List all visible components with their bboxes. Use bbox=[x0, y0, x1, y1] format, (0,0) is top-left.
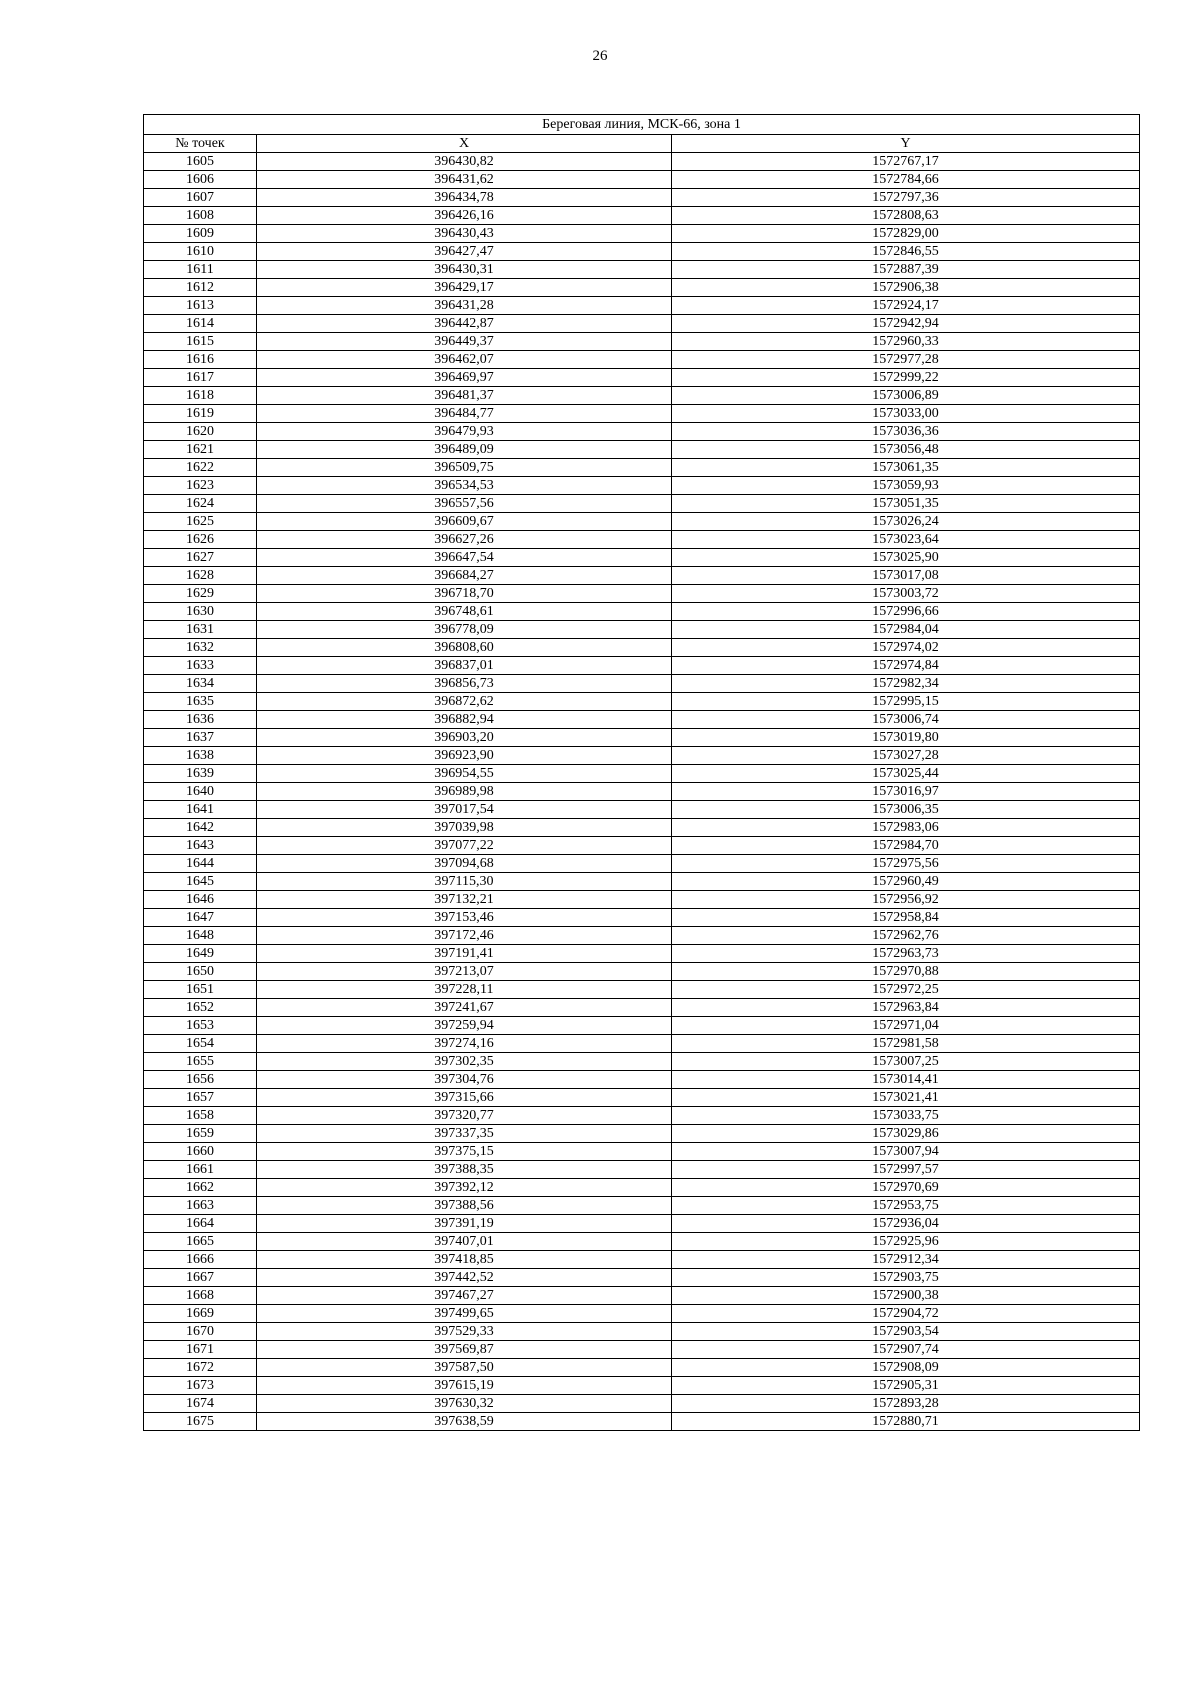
cell-y: 1572960,49 bbox=[672, 873, 1140, 891]
cell-x: 396509,75 bbox=[257, 459, 672, 477]
cell-y: 1572767,17 bbox=[672, 153, 1140, 171]
table-row bbox=[144, 801, 1140, 819]
table-header-row bbox=[144, 135, 1140, 153]
table-row bbox=[144, 441, 1140, 459]
table-row bbox=[144, 387, 1140, 405]
cell-y: 1573006,89 bbox=[672, 387, 1140, 405]
table-row bbox=[144, 477, 1140, 495]
cell-y: 1572996,66 bbox=[672, 603, 1140, 621]
cell-x: 397467,27 bbox=[257, 1287, 672, 1305]
cell-x: 396430,82 bbox=[257, 153, 672, 171]
cell-point-number: 1637 bbox=[144, 729, 257, 747]
cell-y: 1572907,74 bbox=[672, 1341, 1140, 1359]
table-title: Береговая линия, МСК-66, зона 1 bbox=[144, 115, 1140, 135]
cell-point-number: 1614 bbox=[144, 315, 257, 333]
cell-point-number: 1634 bbox=[144, 675, 257, 693]
cell-y: 1573016,97 bbox=[672, 783, 1140, 801]
cell-x: 396430,43 bbox=[257, 225, 672, 243]
cell-point-number: 1620 bbox=[144, 423, 257, 441]
cell-y: 1572984,70 bbox=[672, 837, 1140, 855]
cell-y: 1572975,56 bbox=[672, 855, 1140, 873]
cell-x: 396923,90 bbox=[257, 747, 672, 765]
cell-y: 1572974,02 bbox=[672, 639, 1140, 657]
cell-point-number: 1626 bbox=[144, 531, 257, 549]
table-row bbox=[144, 1341, 1140, 1359]
cell-x: 397039,98 bbox=[257, 819, 672, 837]
cell-y: 1572983,06 bbox=[672, 819, 1140, 837]
cell-point-number: 1635 bbox=[144, 693, 257, 711]
cell-y: 1573023,64 bbox=[672, 531, 1140, 549]
cell-y: 1572893,28 bbox=[672, 1395, 1140, 1413]
table-row bbox=[144, 873, 1140, 891]
cell-point-number: 1641 bbox=[144, 801, 257, 819]
cell-point-number: 1666 bbox=[144, 1251, 257, 1269]
cell-point-number: 1649 bbox=[144, 945, 257, 963]
table-row bbox=[144, 747, 1140, 765]
cell-point-number: 1622 bbox=[144, 459, 257, 477]
cell-y: 1572953,75 bbox=[672, 1197, 1140, 1215]
cell-point-number: 1668 bbox=[144, 1287, 257, 1305]
cell-x: 396431,62 bbox=[257, 171, 672, 189]
cell-point-number: 1630 bbox=[144, 603, 257, 621]
cell-x: 397392,12 bbox=[257, 1179, 672, 1197]
table-row bbox=[144, 1251, 1140, 1269]
cell-x: 397391,19 bbox=[257, 1215, 672, 1233]
cell-x: 396489,09 bbox=[257, 441, 672, 459]
cell-y: 1572974,84 bbox=[672, 657, 1140, 675]
table-row bbox=[144, 1071, 1140, 1089]
cell-point-number: 1621 bbox=[144, 441, 257, 459]
table-row bbox=[144, 297, 1140, 315]
table-row bbox=[144, 927, 1140, 945]
cell-x: 396872,62 bbox=[257, 693, 672, 711]
cell-x: 397337,35 bbox=[257, 1125, 672, 1143]
cell-y: 1572903,54 bbox=[672, 1323, 1140, 1341]
cell-x: 397320,77 bbox=[257, 1107, 672, 1125]
cell-point-number: 1670 bbox=[144, 1323, 257, 1341]
cell-point-number: 1669 bbox=[144, 1305, 257, 1323]
cell-x: 397587,50 bbox=[257, 1359, 672, 1377]
cell-y: 1572880,71 bbox=[672, 1413, 1140, 1431]
table-row bbox=[144, 513, 1140, 531]
cell-x: 397375,15 bbox=[257, 1143, 672, 1161]
table-row bbox=[144, 1125, 1140, 1143]
cell-y: 1572963,84 bbox=[672, 999, 1140, 1017]
table-row bbox=[144, 999, 1140, 1017]
cell-point-number: 1662 bbox=[144, 1179, 257, 1197]
cell-y: 1572970,88 bbox=[672, 963, 1140, 981]
cell-y: 1572970,69 bbox=[672, 1179, 1140, 1197]
table-row bbox=[144, 963, 1140, 981]
cell-y: 1573019,80 bbox=[672, 729, 1140, 747]
cell-x: 396426,16 bbox=[257, 207, 672, 225]
cell-point-number: 1661 bbox=[144, 1161, 257, 1179]
table-row bbox=[144, 783, 1140, 801]
cell-x: 397388,56 bbox=[257, 1197, 672, 1215]
table-row bbox=[144, 1323, 1140, 1341]
table-row bbox=[144, 729, 1140, 747]
cell-x: 396748,61 bbox=[257, 603, 672, 621]
cell-x: 396534,53 bbox=[257, 477, 672, 495]
cell-y: 1572912,34 bbox=[672, 1251, 1140, 1269]
table-row bbox=[144, 1197, 1140, 1215]
table-row bbox=[144, 909, 1140, 927]
table-body bbox=[144, 153, 1140, 1431]
table-row bbox=[144, 189, 1140, 207]
cell-y: 1573056,48 bbox=[672, 441, 1140, 459]
cell-point-number: 1617 bbox=[144, 369, 257, 387]
table-row bbox=[144, 657, 1140, 675]
cell-point-number: 1611 bbox=[144, 261, 257, 279]
cell-x: 397615,19 bbox=[257, 1377, 672, 1395]
table-row bbox=[144, 171, 1140, 189]
table-row bbox=[144, 1053, 1140, 1071]
page-number: 26 bbox=[592, 48, 608, 64]
cell-x: 397418,85 bbox=[257, 1251, 672, 1269]
cell-y: 1573007,25 bbox=[672, 1053, 1140, 1071]
cell-point-number: 1667 bbox=[144, 1269, 257, 1287]
table-row bbox=[144, 1413, 1140, 1431]
table-row bbox=[144, 549, 1140, 567]
header-x: X bbox=[257, 135, 672, 153]
cell-point-number: 1627 bbox=[144, 549, 257, 567]
cell-point-number: 1643 bbox=[144, 837, 257, 855]
cell-point-number: 1644 bbox=[144, 855, 257, 873]
cell-x: 397077,22 bbox=[257, 837, 672, 855]
cell-point-number: 1638 bbox=[144, 747, 257, 765]
cell-point-number: 1615 bbox=[144, 333, 257, 351]
cell-x: 397304,76 bbox=[257, 1071, 672, 1089]
cell-y: 1572784,66 bbox=[672, 171, 1140, 189]
cell-point-number: 1613 bbox=[144, 297, 257, 315]
table-row bbox=[144, 225, 1140, 243]
cell-point-number: 1673 bbox=[144, 1377, 257, 1395]
cell-y: 1572846,55 bbox=[672, 243, 1140, 261]
table-row bbox=[144, 1305, 1140, 1323]
cell-x: 396462,07 bbox=[257, 351, 672, 369]
cell-y: 1573003,72 bbox=[672, 585, 1140, 603]
cell-y: 1573061,35 bbox=[672, 459, 1140, 477]
cell-point-number: 1636 bbox=[144, 711, 257, 729]
cell-x: 397172,46 bbox=[257, 927, 672, 945]
cell-y: 1573006,35 bbox=[672, 801, 1140, 819]
table-row bbox=[144, 369, 1140, 387]
table-row bbox=[144, 675, 1140, 693]
cell-x: 396484,77 bbox=[257, 405, 672, 423]
cell-y: 1573027,28 bbox=[672, 747, 1140, 765]
table-row bbox=[144, 279, 1140, 297]
cell-point-number: 1632 bbox=[144, 639, 257, 657]
table-row bbox=[144, 423, 1140, 441]
table-row bbox=[144, 1377, 1140, 1395]
cell-y: 1572925,96 bbox=[672, 1233, 1140, 1251]
cell-y: 1572995,15 bbox=[672, 693, 1140, 711]
cell-x: 397132,21 bbox=[257, 891, 672, 909]
header-point-number: № точек bbox=[144, 135, 257, 153]
cell-x: 396430,31 bbox=[257, 261, 672, 279]
cell-point-number: 1623 bbox=[144, 477, 257, 495]
cell-point-number: 1606 bbox=[144, 171, 257, 189]
cell-y: 1572903,75 bbox=[672, 1269, 1140, 1287]
cell-point-number: 1624 bbox=[144, 495, 257, 513]
cell-x: 397388,35 bbox=[257, 1161, 672, 1179]
cell-point-number: 1645 bbox=[144, 873, 257, 891]
cell-y: 1573006,74 bbox=[672, 711, 1140, 729]
cell-point-number: 1619 bbox=[144, 405, 257, 423]
cell-x: 396434,78 bbox=[257, 189, 672, 207]
cell-x: 397569,87 bbox=[257, 1341, 672, 1359]
cell-y: 1572999,22 bbox=[672, 369, 1140, 387]
table-row bbox=[144, 819, 1140, 837]
table-row bbox=[144, 1179, 1140, 1197]
table-row bbox=[144, 531, 1140, 549]
cell-y: 1573029,86 bbox=[672, 1125, 1140, 1143]
cell-y: 1572972,25 bbox=[672, 981, 1140, 999]
cell-point-number: 1605 bbox=[144, 153, 257, 171]
cell-y: 1573017,08 bbox=[672, 567, 1140, 585]
cell-point-number: 1629 bbox=[144, 585, 257, 603]
cell-y: 1572900,38 bbox=[672, 1287, 1140, 1305]
table-row bbox=[144, 153, 1140, 171]
cell-point-number: 1672 bbox=[144, 1359, 257, 1377]
cell-x: 396627,26 bbox=[257, 531, 672, 549]
cell-point-number: 1655 bbox=[144, 1053, 257, 1071]
table-row bbox=[144, 1287, 1140, 1305]
cell-point-number: 1642 bbox=[144, 819, 257, 837]
cell-x: 397017,54 bbox=[257, 801, 672, 819]
cell-point-number: 1656 bbox=[144, 1071, 257, 1089]
cell-x: 397241,67 bbox=[257, 999, 672, 1017]
table-row bbox=[144, 765, 1140, 783]
cell-x: 396808,60 bbox=[257, 639, 672, 657]
cell-y: 1573033,75 bbox=[672, 1107, 1140, 1125]
cell-y: 1572924,17 bbox=[672, 297, 1140, 315]
cell-point-number: 1654 bbox=[144, 1035, 257, 1053]
cell-y: 1572981,58 bbox=[672, 1035, 1140, 1053]
cell-y: 1573007,94 bbox=[672, 1143, 1140, 1161]
cell-point-number: 1625 bbox=[144, 513, 257, 531]
cell-point-number: 1612 bbox=[144, 279, 257, 297]
table-row bbox=[144, 333, 1140, 351]
cell-y: 1572958,84 bbox=[672, 909, 1140, 927]
table-row bbox=[144, 1395, 1140, 1413]
cell-y: 1572963,73 bbox=[672, 945, 1140, 963]
header-y: Y bbox=[672, 135, 1140, 153]
cell-y: 1572984,04 bbox=[672, 621, 1140, 639]
table-row bbox=[144, 351, 1140, 369]
cell-point-number: 1610 bbox=[144, 243, 257, 261]
table-row bbox=[144, 1161, 1140, 1179]
table-row bbox=[144, 1089, 1140, 1107]
cell-point-number: 1628 bbox=[144, 567, 257, 585]
cell-y: 1573021,41 bbox=[672, 1089, 1140, 1107]
cell-y: 1572906,38 bbox=[672, 279, 1140, 297]
table-row bbox=[144, 693, 1140, 711]
cell-x: 396429,17 bbox=[257, 279, 672, 297]
cell-x: 396449,37 bbox=[257, 333, 672, 351]
table-row bbox=[144, 981, 1140, 999]
cell-x: 397115,30 bbox=[257, 873, 672, 891]
cell-x: 396427,47 bbox=[257, 243, 672, 261]
cell-x: 396989,98 bbox=[257, 783, 672, 801]
table-row bbox=[144, 405, 1140, 423]
cell-x: 396609,67 bbox=[257, 513, 672, 531]
cell-x: 396837,01 bbox=[257, 657, 672, 675]
table-row bbox=[144, 1359, 1140, 1377]
cell-y: 1572942,94 bbox=[672, 315, 1140, 333]
cell-point-number: 1671 bbox=[144, 1341, 257, 1359]
cell-x: 396954,55 bbox=[257, 765, 672, 783]
table-row bbox=[144, 243, 1140, 261]
cell-x: 397191,41 bbox=[257, 945, 672, 963]
table-row bbox=[144, 567, 1140, 585]
table-row bbox=[144, 1017, 1140, 1035]
table-row bbox=[144, 1107, 1140, 1125]
cell-y: 1572982,34 bbox=[672, 675, 1140, 693]
cell-y: 1572808,63 bbox=[672, 207, 1140, 225]
cell-point-number: 1651 bbox=[144, 981, 257, 999]
cell-point-number: 1608 bbox=[144, 207, 257, 225]
cell-x: 396431,28 bbox=[257, 297, 672, 315]
cell-x: 397259,94 bbox=[257, 1017, 672, 1035]
cell-x: 397529,33 bbox=[257, 1323, 672, 1341]
cell-x: 397228,11 bbox=[257, 981, 672, 999]
cell-point-number: 1652 bbox=[144, 999, 257, 1017]
cell-x: 396903,20 bbox=[257, 729, 672, 747]
table-row bbox=[144, 315, 1140, 333]
cell-x: 397499,65 bbox=[257, 1305, 672, 1323]
cell-point-number: 1616 bbox=[144, 351, 257, 369]
cell-y: 1572971,04 bbox=[672, 1017, 1140, 1035]
cell-x: 397638,59 bbox=[257, 1413, 672, 1431]
table-row bbox=[144, 945, 1140, 963]
cell-x: 397094,68 bbox=[257, 855, 672, 873]
cell-x: 397315,66 bbox=[257, 1089, 672, 1107]
cell-y: 1573014,41 bbox=[672, 1071, 1140, 1089]
cell-point-number: 1657 bbox=[144, 1089, 257, 1107]
cell-point-number: 1660 bbox=[144, 1143, 257, 1161]
cell-y: 1572829,00 bbox=[672, 225, 1140, 243]
cell-point-number: 1653 bbox=[144, 1017, 257, 1035]
cell-x: 396718,70 bbox=[257, 585, 672, 603]
table-row bbox=[144, 495, 1140, 513]
table-row bbox=[144, 261, 1140, 279]
cell-y: 1573025,90 bbox=[672, 549, 1140, 567]
cell-x: 397302,35 bbox=[257, 1053, 672, 1071]
cell-y: 1572905,31 bbox=[672, 1377, 1140, 1395]
table-row bbox=[144, 711, 1140, 729]
cell-point-number: 1658 bbox=[144, 1107, 257, 1125]
cell-point-number: 1607 bbox=[144, 189, 257, 207]
cell-y: 1573026,24 bbox=[672, 513, 1140, 531]
table-row bbox=[144, 585, 1140, 603]
table-row bbox=[144, 639, 1140, 657]
cell-point-number: 1665 bbox=[144, 1233, 257, 1251]
cell-x: 397153,46 bbox=[257, 909, 672, 927]
cell-y: 1572956,92 bbox=[672, 891, 1140, 909]
table-row bbox=[144, 1035, 1140, 1053]
cell-point-number: 1640 bbox=[144, 783, 257, 801]
table-row bbox=[144, 1143, 1140, 1161]
cell-point-number: 1639 bbox=[144, 765, 257, 783]
cell-point-number: 1664 bbox=[144, 1215, 257, 1233]
cell-point-number: 1631 bbox=[144, 621, 257, 639]
cell-x: 396469,97 bbox=[257, 369, 672, 387]
cell-x: 396481,37 bbox=[257, 387, 672, 405]
table-row bbox=[144, 1269, 1140, 1287]
cell-y: 1572797,36 bbox=[672, 189, 1140, 207]
cell-y: 1572904,72 bbox=[672, 1305, 1140, 1323]
table-row bbox=[144, 459, 1140, 477]
cell-y: 1572997,57 bbox=[672, 1161, 1140, 1179]
cell-x: 397407,01 bbox=[257, 1233, 672, 1251]
cell-x: 396684,27 bbox=[257, 567, 672, 585]
cell-point-number: 1650 bbox=[144, 963, 257, 981]
cell-x: 397274,16 bbox=[257, 1035, 672, 1053]
cell-y: 1573036,36 bbox=[672, 423, 1140, 441]
cell-point-number: 1609 bbox=[144, 225, 257, 243]
cell-y: 1572908,09 bbox=[672, 1359, 1140, 1377]
cell-y: 1572936,04 bbox=[672, 1215, 1140, 1233]
cell-point-number: 1633 bbox=[144, 657, 257, 675]
cell-y: 1572977,28 bbox=[672, 351, 1140, 369]
cell-point-number: 1659 bbox=[144, 1125, 257, 1143]
table-row bbox=[144, 1215, 1140, 1233]
cell-y: 1573059,93 bbox=[672, 477, 1140, 495]
cell-point-number: 1618 bbox=[144, 387, 257, 405]
cell-y: 1572887,39 bbox=[672, 261, 1140, 279]
cell-x: 397442,52 bbox=[257, 1269, 672, 1287]
cell-point-number: 1675 bbox=[144, 1413, 257, 1431]
table-row bbox=[144, 855, 1140, 873]
cell-point-number: 1663 bbox=[144, 1197, 257, 1215]
cell-y: 1573033,00 bbox=[672, 405, 1140, 423]
cell-point-number: 1646 bbox=[144, 891, 257, 909]
cell-x: 396479,93 bbox=[257, 423, 672, 441]
table-row bbox=[144, 603, 1140, 621]
table-title-row bbox=[144, 115, 1140, 135]
cell-y: 1573025,44 bbox=[672, 765, 1140, 783]
table-row bbox=[144, 1233, 1140, 1251]
table-row bbox=[144, 837, 1140, 855]
cell-y: 1573051,35 bbox=[672, 495, 1140, 513]
cell-x: 397213,07 bbox=[257, 963, 672, 981]
cell-x: 396856,73 bbox=[257, 675, 672, 693]
cell-x: 396647,54 bbox=[257, 549, 672, 567]
cell-y: 1572962,76 bbox=[672, 927, 1140, 945]
cell-x: 396557,56 bbox=[257, 495, 672, 513]
cell-point-number: 1647 bbox=[144, 909, 257, 927]
coordinates-table bbox=[143, 114, 1140, 1431]
cell-x: 396778,09 bbox=[257, 621, 672, 639]
cell-point-number: 1648 bbox=[144, 927, 257, 945]
cell-x: 396882,94 bbox=[257, 711, 672, 729]
cell-point-number: 1674 bbox=[144, 1395, 257, 1413]
table-row bbox=[144, 621, 1140, 639]
table-row bbox=[144, 207, 1140, 225]
table-row bbox=[144, 891, 1140, 909]
cell-x: 396442,87 bbox=[257, 315, 672, 333]
cell-x: 397630,32 bbox=[257, 1395, 672, 1413]
cell-y: 1572960,33 bbox=[672, 333, 1140, 351]
